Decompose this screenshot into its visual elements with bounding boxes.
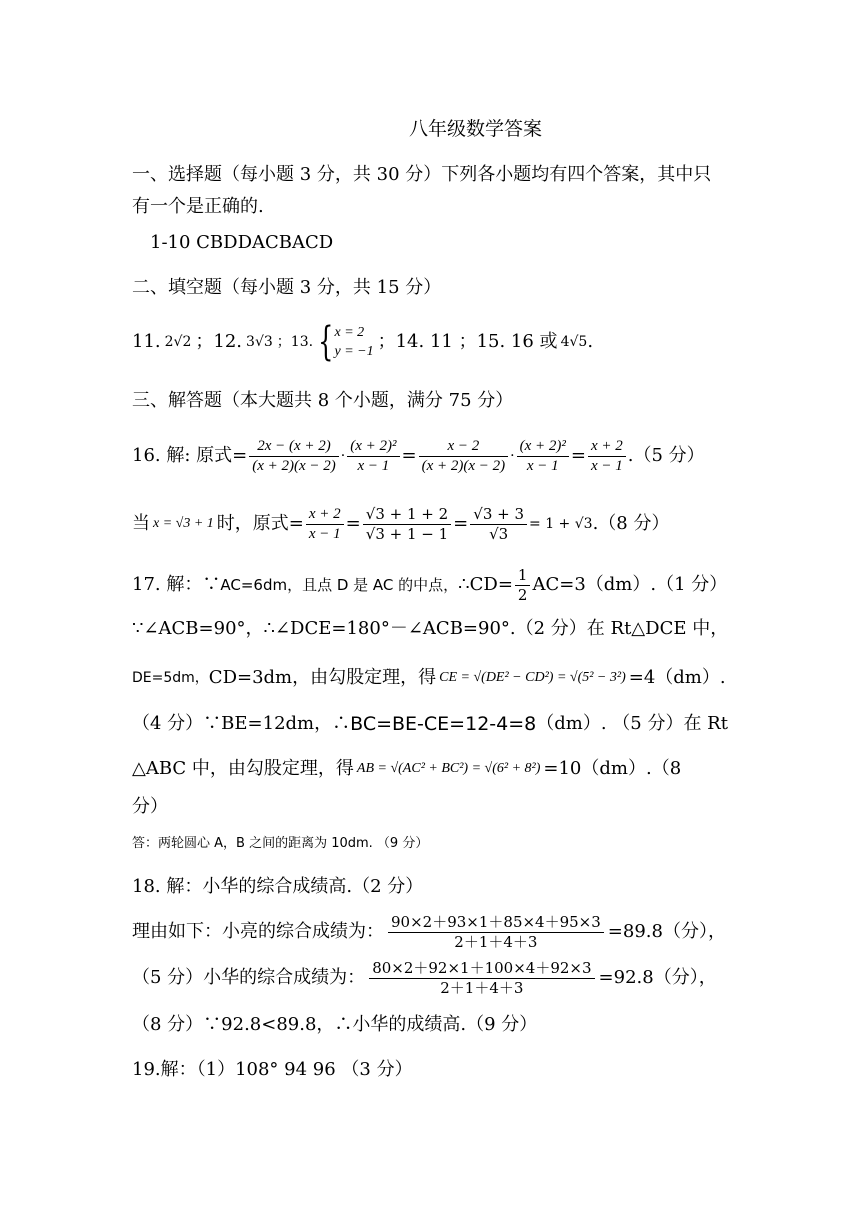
q17-label: 17. 解：∵ [132, 574, 221, 595]
q16-sub-fraction-3: $\frac{√3 + 3}{√3}$ [470, 505, 527, 544]
q17-ab-result: =10（dm）.（8 [543, 758, 682, 779]
q13-eq2: y = −1 [334, 344, 374, 359]
q17-cd-result: AC=3（dm）.（1 分） [532, 574, 728, 595]
q18-line2 [132, 910, 726, 954]
brace-icon: { [318, 319, 334, 365]
q16-fraction-5: $\frac{x + 2}{x - 1}$ [588, 437, 626, 476]
choice-answers: 1-10 CBDDACBACD [150, 232, 334, 253]
q16-fraction-4: $\frac{\text{(x + 2)²}}{x - 1}$ [517, 437, 569, 476]
fill-blank-answers [132, 320, 593, 364]
q17-bc-calc: BC=BE-CE=12-4=8 [350, 712, 537, 735]
q17-cd: ∴CD= [458, 574, 513, 595]
q18-xiaohua-score: =92.8（分）， [598, 967, 717, 988]
q17-conclusion: 答：两轮圆心 A，B 之间的距离为 10dm. （9 分） [132, 836, 429, 851]
q16-fraction-2: $\frac{\text{(x + 2)²}}{x - 1}$ [347, 437, 399, 476]
q14-q15-text: ；14. 11 ；15. 16 或 [377, 331, 558, 352]
q17-line1 [132, 562, 727, 608]
q17-abc-text: △ABC 中，由勾股定理，得 [132, 758, 354, 779]
q17-de: DE=5dm， [132, 670, 209, 686]
q17-score5: （dm）. （5 分）在 Rt [536, 713, 728, 734]
q13-eq1: x = 2 [334, 325, 365, 340]
q18-xiaoliang-fraction: $\frac{90\times 2+93\times 1+85\times 4+95\times 3}{2+1+4+3}$ [388, 913, 604, 952]
q17-line4 [132, 712, 728, 736]
q16-line2: 当 x = √3 + 1 时，原式= $\frac{x + 2}{x - 1}$ = $\frac{√3 + 1 + 2}{√3 + 1 - 1}$ = $\frac{√3 + 3}{√3}$ = 1 + √3 .（8 分） [132, 504, 670, 543]
q11-label: 11. [132, 331, 161, 352]
q17-line5 [132, 756, 681, 782]
q17-line3 [132, 664, 726, 692]
q16-label: 16. 解: 原式= [132, 445, 248, 466]
q18-xiaohua-label: （5 分）小华的综合成绩为： [132, 967, 366, 988]
q19-line1: 19.解：（1）108° 94 96 （3 分） [132, 1059, 413, 1080]
q16-fraction-3: $\frac{x - 2}{(x + 2)(x - 2)}$ [419, 437, 509, 476]
q17-ab-equation: AB = √(AC² + BC²) = √(6² + 8²) [356, 761, 541, 776]
q12-answer: 3√3 [246, 334, 273, 350]
q16-score1: .（5 分） [627, 445, 705, 466]
section3-heading: 三、解答题（本大题共 8 个小题，满分 75 分） [132, 390, 514, 411]
q12-label: ；12. [195, 331, 243, 352]
q11-answer: 2√2 [164, 334, 192, 350]
q18-xiaohua-fraction: $\frac{80\times 2+92\times 1+100\times 4+92\times 3}{2+1+4+3}$ [369, 959, 594, 998]
page-title: 八年级数学答案 [409, 118, 543, 140]
q17-line2: ∵∠ACB=90°，∴∠DCE=180°－∠ACB=90°.（2 分）在 Rt△DCE 中， [132, 618, 729, 639]
section2-heading: 二、填空题（每小题 3 分，共 15 分） [132, 277, 442, 298]
q13-system [335, 323, 374, 361]
q18-line1: 18. 解：小华的综合成绩高.（2 分） [132, 876, 424, 897]
q16-score2: .（8 分） [592, 513, 670, 534]
q17-line6: 分） [132, 796, 168, 817]
q17-given: AC=6dm，且点 D 是 AC 的中点， [220, 575, 459, 594]
section1-heading-cont: 有一个是正确的. [132, 196, 264, 217]
q18-line4: （8 分）∵92.8<89.8，∴小华的成绩高.（9 分） [132, 1014, 538, 1035]
q17-be: （4 分）∵BE=12dm，∴ [132, 713, 351, 734]
q17-pythag-text: CD=3dm，由勾股定理，得 [208, 667, 437, 688]
q15-answer: 4√5 [560, 334, 588, 350]
q16-fraction-1: $\frac{2x - (x + 2)}{(x + 2)(x - 2)}$ [249, 437, 339, 476]
q15-end: . [587, 331, 594, 352]
q18-xiaoliang-label: 理由如下：小亮的综合成绩为： [132, 921, 384, 942]
q16-sub-fraction-2: $\frac{√3 + 1 + 2}{√3 + 1 - 1}$ [363, 505, 451, 544]
q17-half-fraction: $\frac{1}{2}$ [515, 566, 531, 605]
q16-condition: x = √3 + 1 [153, 516, 214, 531]
section1-heading: 一、选择题（每小题 3 分，共 30 分）下列各小题均有四个答案，其中只 [132, 164, 712, 185]
q16-original-expr: 时，原式= [216, 513, 304, 534]
q17-ce-result: =4（dm）. [628, 667, 726, 688]
q16-line1: 16. 解: 原式= $\frac{2x - (x + 2)}{(x + 2)(x - 2)}$ · $\frac{\text{(x + 2)²}}{x - 1}$ = $\frac{x - 2}{(x + 2)(x - 2)}$ · $\frac{\text{(x + 2)²}}{x - 1}$ = $\frac{x + 2}{x - 1}$ .（5 分） [132, 437, 705, 474]
q17-ce-equation: CE = √(DE² − CD²) = √(5² − 3²) [439, 670, 626, 685]
q13-label: ；13. [276, 334, 314, 350]
q16-sub-fraction-1: $\frac{x + 2}{x - 1}$ [306, 505, 344, 544]
q18-line3 [132, 956, 717, 1000]
q16-result: = 1 + √3 [529, 516, 593, 532]
q16-when: 当 [132, 513, 150, 534]
q18-xiaoliang-score: =89.8（分）， [607, 921, 726, 942]
